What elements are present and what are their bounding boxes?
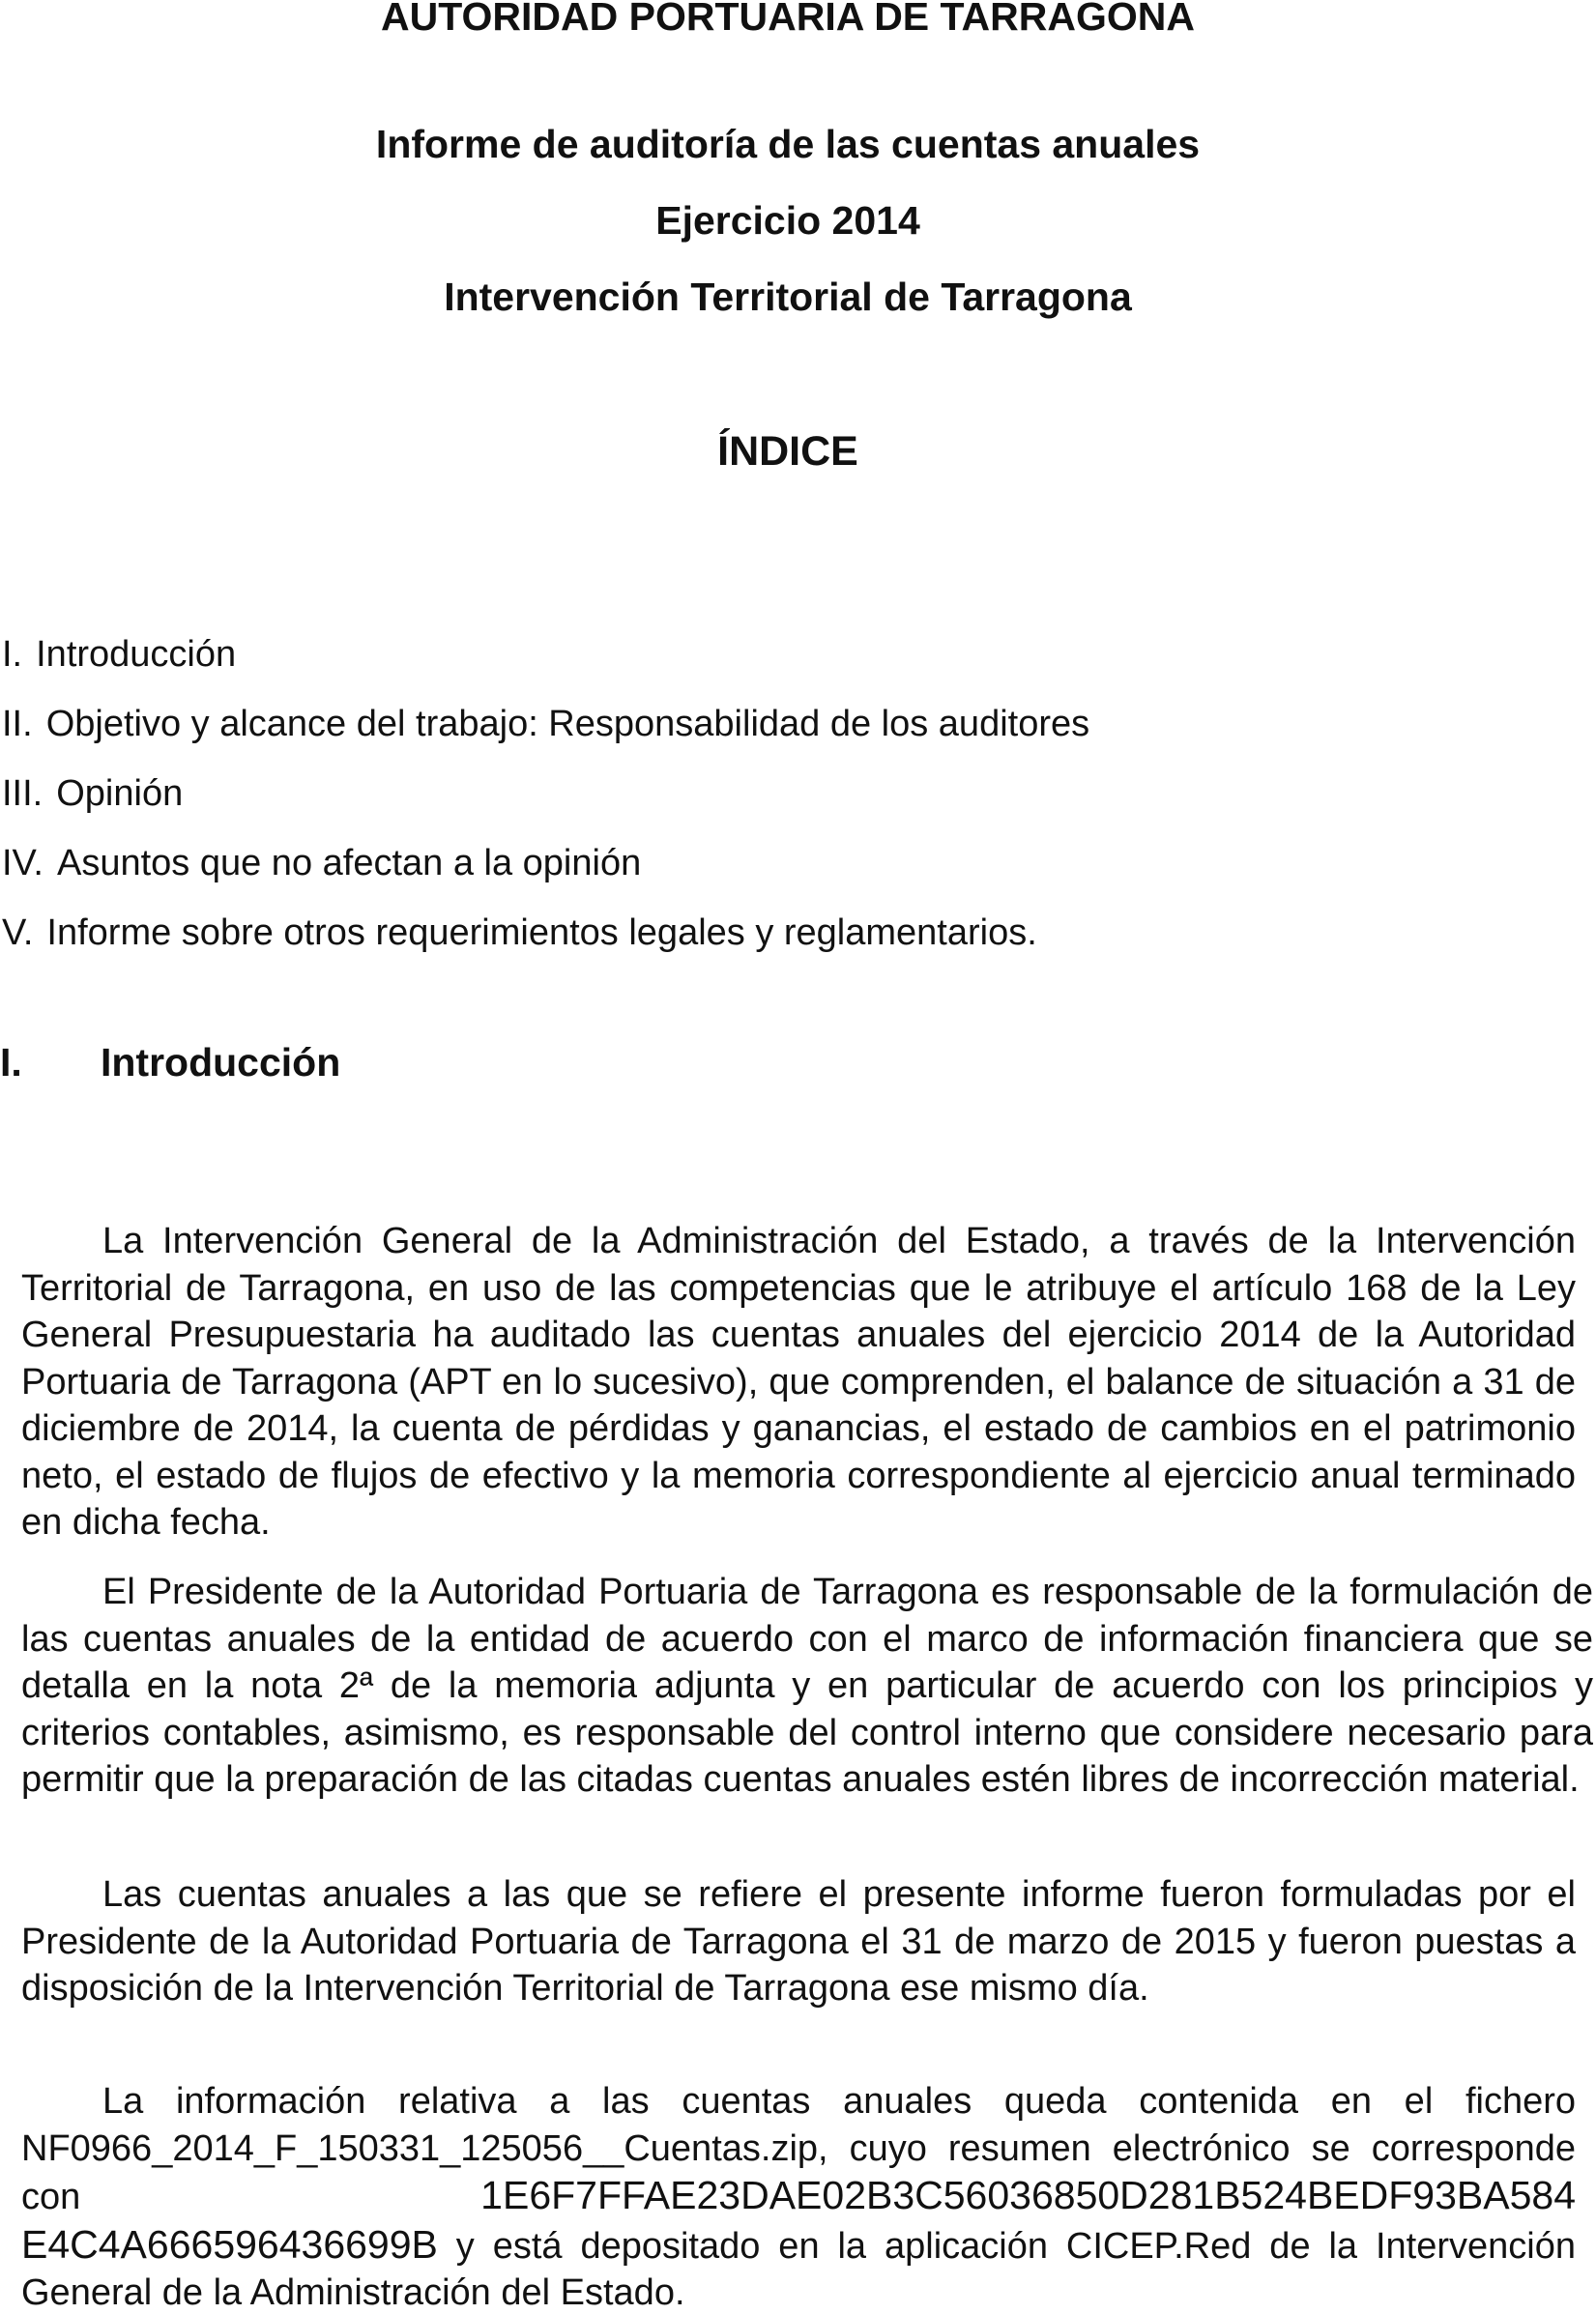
paragraph-text: y está depositado en la aplicación CICEP.Red de la Intervención General de la Administración del Estado.: [21, 2225, 1576, 2313]
paragraph: [21, 2078, 1576, 2314]
paragraph: La Intervención General de la Administración del Estado, a través de la Intervención Territorial de Tarragona, en uso de las competencias que le atribuye el artículo 168 de la Ley General Presupuestaria ha auditado las cuentas anuales del ejercicio 2014 de la Autoridad Portuaria de Tarragona (APT en lo sucesivo), que comprenden, el balance de situación a 31 de diciembre de 2014, la cuenta de pérdidas y ganancias, el estado de cambios en el patrimonio neto, el estado de flujos de efectivo y la memoria correspondiente al ejercicio anual terminado en dicha fecha.: [21, 1221, 1576, 1543]
paragraph: Las cuentas anuales a las que se refiere el presente informe fueron formuladas por el Presidente de la Autoridad Portuaria de Tarragona el 31 de marzo de 2015 y fueron puestas a disposición de la Intervención Territorial de Tarragona ese mismo día.: [21, 1874, 1576, 2009]
paragraph: El Presidente de la Autoridad Portuaria de Tarragona es responsable de la formulación de las cuentas anuales de la entidad de acuerdo con el marco de información financiera que se detalla en la nota 2ª de la memoria adjunta y en particular de acuerdo con los principios y criterios contables, asimismo, es responsable del control interno que considere necesario para permitir que la preparación de las citadas cuentas anuales estén libres de incorrección material.: [21, 1572, 1593, 1800]
toc-item-introduccion: [2, 633, 1089, 703]
toc-item-number: IV.: [2, 843, 44, 883]
section-heading: [0, 1040, 340, 1085]
section-title: Introducción: [101, 1040, 341, 1085]
fiscal-year: Ejercicio 2014: [655, 198, 920, 243]
issuing-office: Intervención Territorial de Tarragona: [444, 275, 1132, 319]
organization-name: AUTORIDAD PORTUARIA DE TARRAGONA: [380, 0, 1195, 39]
toc-item-number: V.: [2, 912, 34, 953]
toc-item-objetivo: [2, 703, 1089, 772]
toc-item-number: I.: [2, 634, 23, 675]
electronic-hash: 1E6F7FFAE23DAE02B3C56036850D281B524BEDF93BA584 E4C4A666596436699B: [21, 2173, 1576, 2267]
toc-item-label: Objetivo y alcance del trabajo: Responsabilidad de los auditores: [45, 704, 1090, 744]
toc-item-informe: [2, 911, 1089, 981]
toc-item-label: Asuntos que no afectan a la opinión: [56, 843, 642, 883]
toc-item-number: II.: [2, 704, 33, 744]
toc-item-label: Introducción: [36, 634, 237, 675]
paragraph-text: La información relativa a las cuentas anuales queda contenida en el fichero NF0966_2014_F_150331_125056__Cuentas.zip, cuyo resumen electrónico se corresponde con: [21, 2081, 1576, 2217]
section-number: I.: [0, 1040, 22, 1085]
toc-item-label: Informe sobre otros requerimientos legales y reglamentarios.: [46, 912, 1037, 953]
report-title: Informe de auditoría de las cuentas anuales: [375, 122, 1201, 166]
toc-item-asuntos: [2, 842, 1089, 911]
index-title: ÍNDICE: [717, 428, 858, 475]
toc-item-opinion: [2, 772, 1089, 842]
table-of-contents: [2, 633, 1089, 981]
toc-item-number: III.: [2, 773, 44, 814]
toc-item-label: Opinión: [56, 773, 184, 814]
